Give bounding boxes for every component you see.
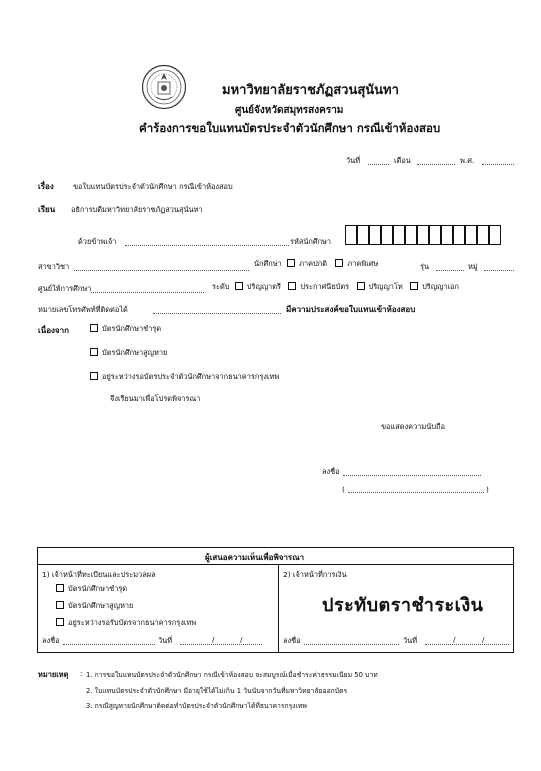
- certificate-checkbox[interactable]: [288, 282, 296, 290]
- registrar-title: 1) เจ้าหน้าที่ทะเบียนและประมวลผล: [42, 570, 156, 579]
- reason-2-checkbox[interactable]: [90, 348, 98, 356]
- notes-label: หมายเหตุ: [38, 670, 69, 679]
- reason-label: เนื่องจาก: [38, 326, 69, 335]
- group-label: หมู่: [468, 262, 478, 271]
- date-day-field[interactable]: [368, 164, 389, 165]
- finance-date-slash-1: /: [453, 635, 456, 644]
- university-seal-icon: [141, 64, 187, 110]
- level-row: [212, 281, 459, 293]
- officer-box-title-divider: [37, 564, 514, 565]
- to-text: อธิการบดีมหาวิทยาลัยราชภัฏสวนสุนันทา: [71, 205, 203, 214]
- student-id-boxes[interactable]: [345, 225, 501, 245]
- regular-checkbox[interactable]: [287, 259, 295, 267]
- phone-label: หมายเลขโทรศัพท์ที่ติดต่อได้: [38, 305, 128, 314]
- doctor-label: ปริญญาเอก: [422, 282, 459, 291]
- doctor-checkbox[interactable]: [410, 282, 418, 290]
- form-page: มหาวิทยาลัยราชภัฏสวนสุนันทา ศูนย์จังหวัดสมุทรสงคราม คำร้องการขอใบแทนบัตรประจำตัวนักศึกษา กรณีเข้าห้องสอบ วันที่ เดือน พ.ศ. เรื่อง ขอใบแทนบัตรประจำตัวนักศึกษา กรณีเข้าห้องสอบ เรียน อธิการบดีมหาวิทยาลัยราชภัฏสวนสุนันทา ด้วยข้าพเจ้า รหัสนักศึกษา สาขาวิชา นักศึกษา ภาคปกติ ภาคพิเศษ รุ่น หมู่ ศูนย์ให้การศึกษา ระดับ ปริญญาตรี ประกาศนียบัตร ปริญญาโท ปริญญาเอก หมายเลขโทรศัพท์ที่ติดต่อได้ มีความประสงค์ขอใบแทนเข้าห้องสอบ เนื่องจาก บัตรนักศึกษาชำรุด บัตรนักศึกษาสูญหาย อยู่ระหว่างรอบัตรประจำตัวนักศึกษาจากธนาคารกรุงเทพ จึงเรียนมาเพื่อโปรดพิจารณา ขอแสดงความนับถือ ลงชื่อ ( ) ผู้เสนอความเห็นเพื่อพิจารณา 1) เจ้าหน้าที่ทะเบียนและประมวลผล บัตรนักศึกษาชำรุด บัตรนักศึกษาสูญหาย อยู่ระหว่างรอรับบัตรจากธนาคารกรุงเทพ ลงชื่อ วันที่ / / 2) เจ้าหน้าที่การเงิน ประทับตราชำระเงิน ลงชื่อ วันที่ / / หมายเหตุ : 1. การขอใบแทนบัตรประจำตัวนักศึกษา กรณีเข้าห้องสอบ จะสมบูรณ์เมื่อชำระค่าธรรมเนียม 50 บาท 2. ใบแทนบัตรประจำตัวนักศึกษา มีอายุใช้ได้ไม่เกิน 1 วันนับจากวันที่มหาวิทยาลัยออกบัตร 3. กรณีสูญหายนักศึกษาติดต่อทำบัตรประจำตัวนักศึกษาได้ที่ธนาคารกรุงเทพ: [0, 0, 541, 771]
- master-checkbox[interactable]: [357, 282, 365, 290]
- form-title: คำร้องการขอใบแทนบัตรประจำตัวนักศึกษา กรณีเข้าห้องสอบ: [139, 121, 441, 135]
- paren-close: ): [486, 485, 489, 494]
- purpose-text: มีความประสงค์ขอใบแทนเข้าห้องสอบ: [286, 305, 416, 314]
- reason-3-label: อยู่ระหว่างรอบัตรประจำตัวนักศึกษาจากธนาคารกรุงเทพ: [102, 372, 280, 381]
- batch-field[interactable]: [436, 270, 464, 271]
- registrar-sign-field[interactable]: [63, 644, 155, 645]
- center-label: ศูนย์ให้การศึกษา: [38, 284, 92, 293]
- registrar-date-slash-1: /: [212, 635, 215, 644]
- registrar-3-label: อยู่ระหว่างรอรับบัตรจากธนาคารกรุงเทพ: [68, 618, 197, 627]
- finance-date-label: วันที่: [403, 636, 418, 645]
- note-2: 2. ใบแทนบัตรประจำตัวนักศึกษา มีอายุใช้ได้ไม่เกิน 1 วันนับจากวันที่มหาวิทยาลัยออกบัตร: [86, 687, 348, 695]
- reason-1-checkbox[interactable]: [90, 324, 98, 332]
- reason-option-3[interactable]: [90, 371, 279, 383]
- master-label: ปริญญาโท: [368, 282, 403, 291]
- finance-date-field[interactable]: [425, 644, 509, 645]
- registrar-1-label: บัตรนักศึกษาชำรุด: [68, 584, 128, 593]
- to-label: เรียน: [38, 205, 56, 214]
- sign-label: ลงชื่อ: [322, 467, 340, 476]
- level-label: ระดับ: [212, 282, 230, 291]
- paren-open: (: [342, 485, 345, 494]
- special-checkbox[interactable]: [335, 259, 343, 267]
- reason-option-1[interactable]: [90, 323, 161, 335]
- major-label: สาขาวิชา: [38, 262, 70, 271]
- center-name: ศูนย์จังหวัดสมุทรสงคราม: [235, 105, 344, 116]
- printed-name-field[interactable]: [348, 492, 484, 493]
- registrar-2-checkbox[interactable]: [56, 601, 64, 609]
- certificate-label: ประกาศนียบัตร: [300, 282, 350, 291]
- student-label: นักศึกษา: [254, 259, 282, 268]
- note-3: 3. กรณีสูญหายนักศึกษาติดต่อทำบัตรประจำตัวนักศึกษาได้ที่ธนาคารกรุงเทพ: [86, 702, 307, 710]
- special-label: ภาคพิเศษ: [347, 259, 379, 268]
- phone-field[interactable]: [153, 313, 281, 314]
- registrar-3-checkbox[interactable]: [56, 618, 64, 626]
- regards-text: ขอแสดงความนับถือ: [381, 422, 445, 431]
- request-text: จึงเรียนมาเพื่อโปรดพิจารณา: [110, 394, 201, 403]
- student-id-label: รหัสนักศึกษา: [290, 237, 332, 246]
- registrar-1-checkbox[interactable]: [56, 584, 64, 592]
- reason-option-2[interactable]: [90, 347, 167, 359]
- registrar-option-3[interactable]: [56, 617, 196, 629]
- registrar-date-field[interactable]: [180, 644, 262, 645]
- bachelor-checkbox[interactable]: [235, 282, 243, 290]
- reason-1-label: บัตรนักศึกษาชำรุด: [102, 324, 162, 333]
- date-day-label: วันที่: [346, 156, 361, 165]
- date-month-field[interactable]: [417, 164, 455, 165]
- date-year-field[interactable]: [482, 164, 514, 165]
- officer-box-column-divider: [278, 564, 279, 653]
- university-name: มหาวิทยาลัยราชภัฏสวนสุนันทา: [222, 83, 399, 98]
- reason-2-label: บัตรนักศึกษาสูญหาย: [102, 348, 168, 357]
- finance-date-slash-2: /: [482, 635, 485, 644]
- date-month-label: เดือน: [394, 156, 411, 165]
- major-field[interactable]: [74, 270, 249, 271]
- registrar-date-slash-2: /: [240, 635, 243, 644]
- note-1: 1. การขอใบแทนบัตรประจำตัวนักศึกษา กรณีเข้าห้องสอบ จะสมบูรณ์เมื่อชำระค่าธรรมเนียม 50 บาท: [86, 671, 378, 679]
- registrar-option-2[interactable]: [56, 600, 133, 612]
- registrar-sign-label: ลงชื่อ: [42, 636, 60, 645]
- finance-sign-field[interactable]: [304, 644, 399, 645]
- group-field[interactable]: [484, 270, 514, 271]
- subject-label: เรื่อง: [38, 182, 54, 191]
- signature-field[interactable]: [343, 475, 481, 476]
- subject-text: ขอใบแทนบัตรประจำตัวนักศึกษา กรณีเข้าห้องสอบ: [73, 182, 233, 191]
- registrar-option-1[interactable]: [56, 583, 127, 595]
- name-field[interactable]: [125, 245, 289, 246]
- reason-3-checkbox[interactable]: [90, 372, 98, 380]
- center-field[interactable]: [91, 292, 204, 293]
- name-label: ด้วยข้าพเจ้า: [78, 237, 117, 246]
- batch-label: รุ่น: [420, 262, 430, 271]
- officer-box-title: ผู้เสนอความเห็นเพื่อพิจารณา: [205, 553, 305, 562]
- registrar-2-label: บัตรนักศึกษาสูญหาย: [68, 601, 134, 610]
- registrar-date-label: วันที่: [158, 636, 173, 645]
- student-type: [254, 258, 378, 270]
- payment-stamp-text: ประทับตราชำระเงิน: [322, 595, 484, 616]
- finance-sign-label: ลงชื่อ: [283, 636, 301, 645]
- finance-title: 2) เจ้าหน้าที่การเงิน: [283, 570, 347, 579]
- bachelor-label: ปริญญาตรี: [246, 282, 281, 291]
- date-year-label: พ.ศ.: [460, 156, 475, 165]
- regular-label: ภาคปกติ: [299, 259, 328, 268]
